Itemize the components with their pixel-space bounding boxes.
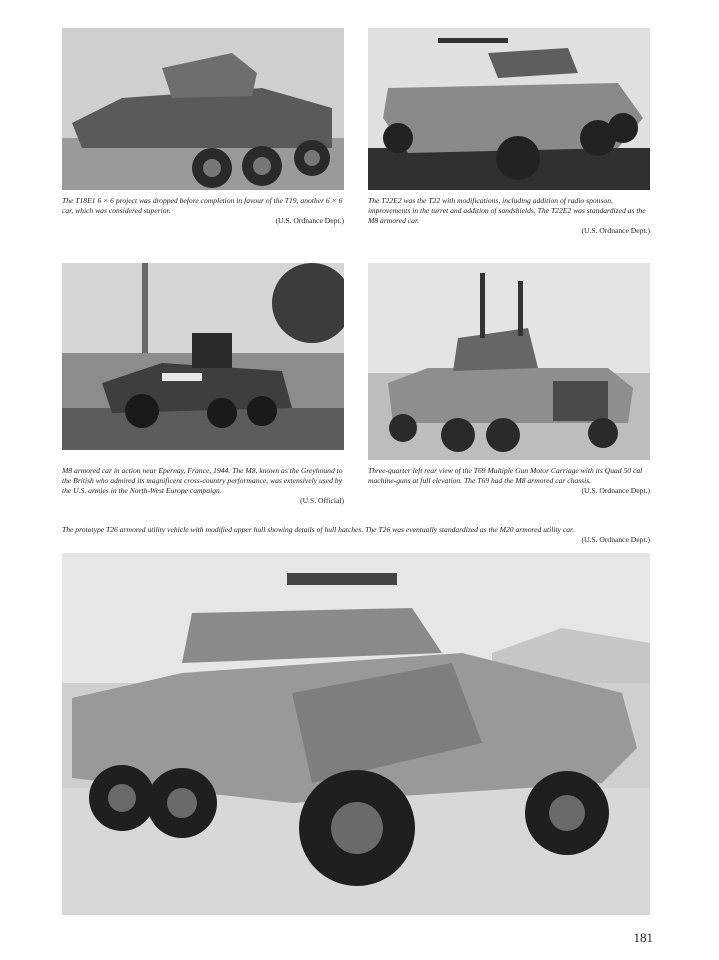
photo-m8-epernay	[62, 263, 344, 450]
caption-t18e1	[62, 196, 344, 226]
photo-t22e2	[368, 28, 650, 190]
photo-t69	[368, 263, 650, 460]
caption-t69	[368, 466, 650, 496]
caption-text: Three-quarter left rear view of the T69 Multiple Gun Motor Carriage with its Quad 50 cal machine-guns at full elevation. The T69 had the M8 armored car chassis.	[368, 466, 643, 485]
caption-m8-epernay	[62, 466, 344, 506]
credit: (U.S. Official)	[300, 496, 344, 505]
photo-t26	[62, 553, 650, 915]
credit: (U.S. Ordnance Dept.)	[581, 486, 650, 495]
credit: (U.S. Ordnance Dept.)	[275, 216, 344, 225]
caption-text: M8 armored car in action near Epernay, France, 1944. The M8, known as the Greyhound to the British who admired its magnificent cross-country performance, was extensively used by the U.S. armies in the North-West Europe campaign.	[62, 466, 343, 495]
photo-t18e1	[62, 28, 344, 190]
caption-text: The T18E1 6 × 6 project was dropped before completion in favour of the T19, another 6 × 6 car, which was considered superior.	[62, 196, 343, 215]
page-number: 181	[633, 930, 653, 945]
credit: (U.S. Ordnance Dept.)	[581, 226, 650, 235]
caption-t22e2	[368, 196, 650, 236]
credit: (U.S. Ordnance Dept.)	[581, 535, 650, 544]
caption-text: The prototype T26 armored utility vehicle with modified upper hull showing details of hull hatches. The T26 was eventually standardized as the M20 armored utility car.	[62, 525, 575, 534]
caption-text: The T22E2 was the T22 with modifications, including addition of radio sponson, improvements in the turret and addition of sandshields. The T22E2 was standardized as the M8 armored car.	[368, 196, 646, 225]
caption-t26	[62, 525, 650, 545]
